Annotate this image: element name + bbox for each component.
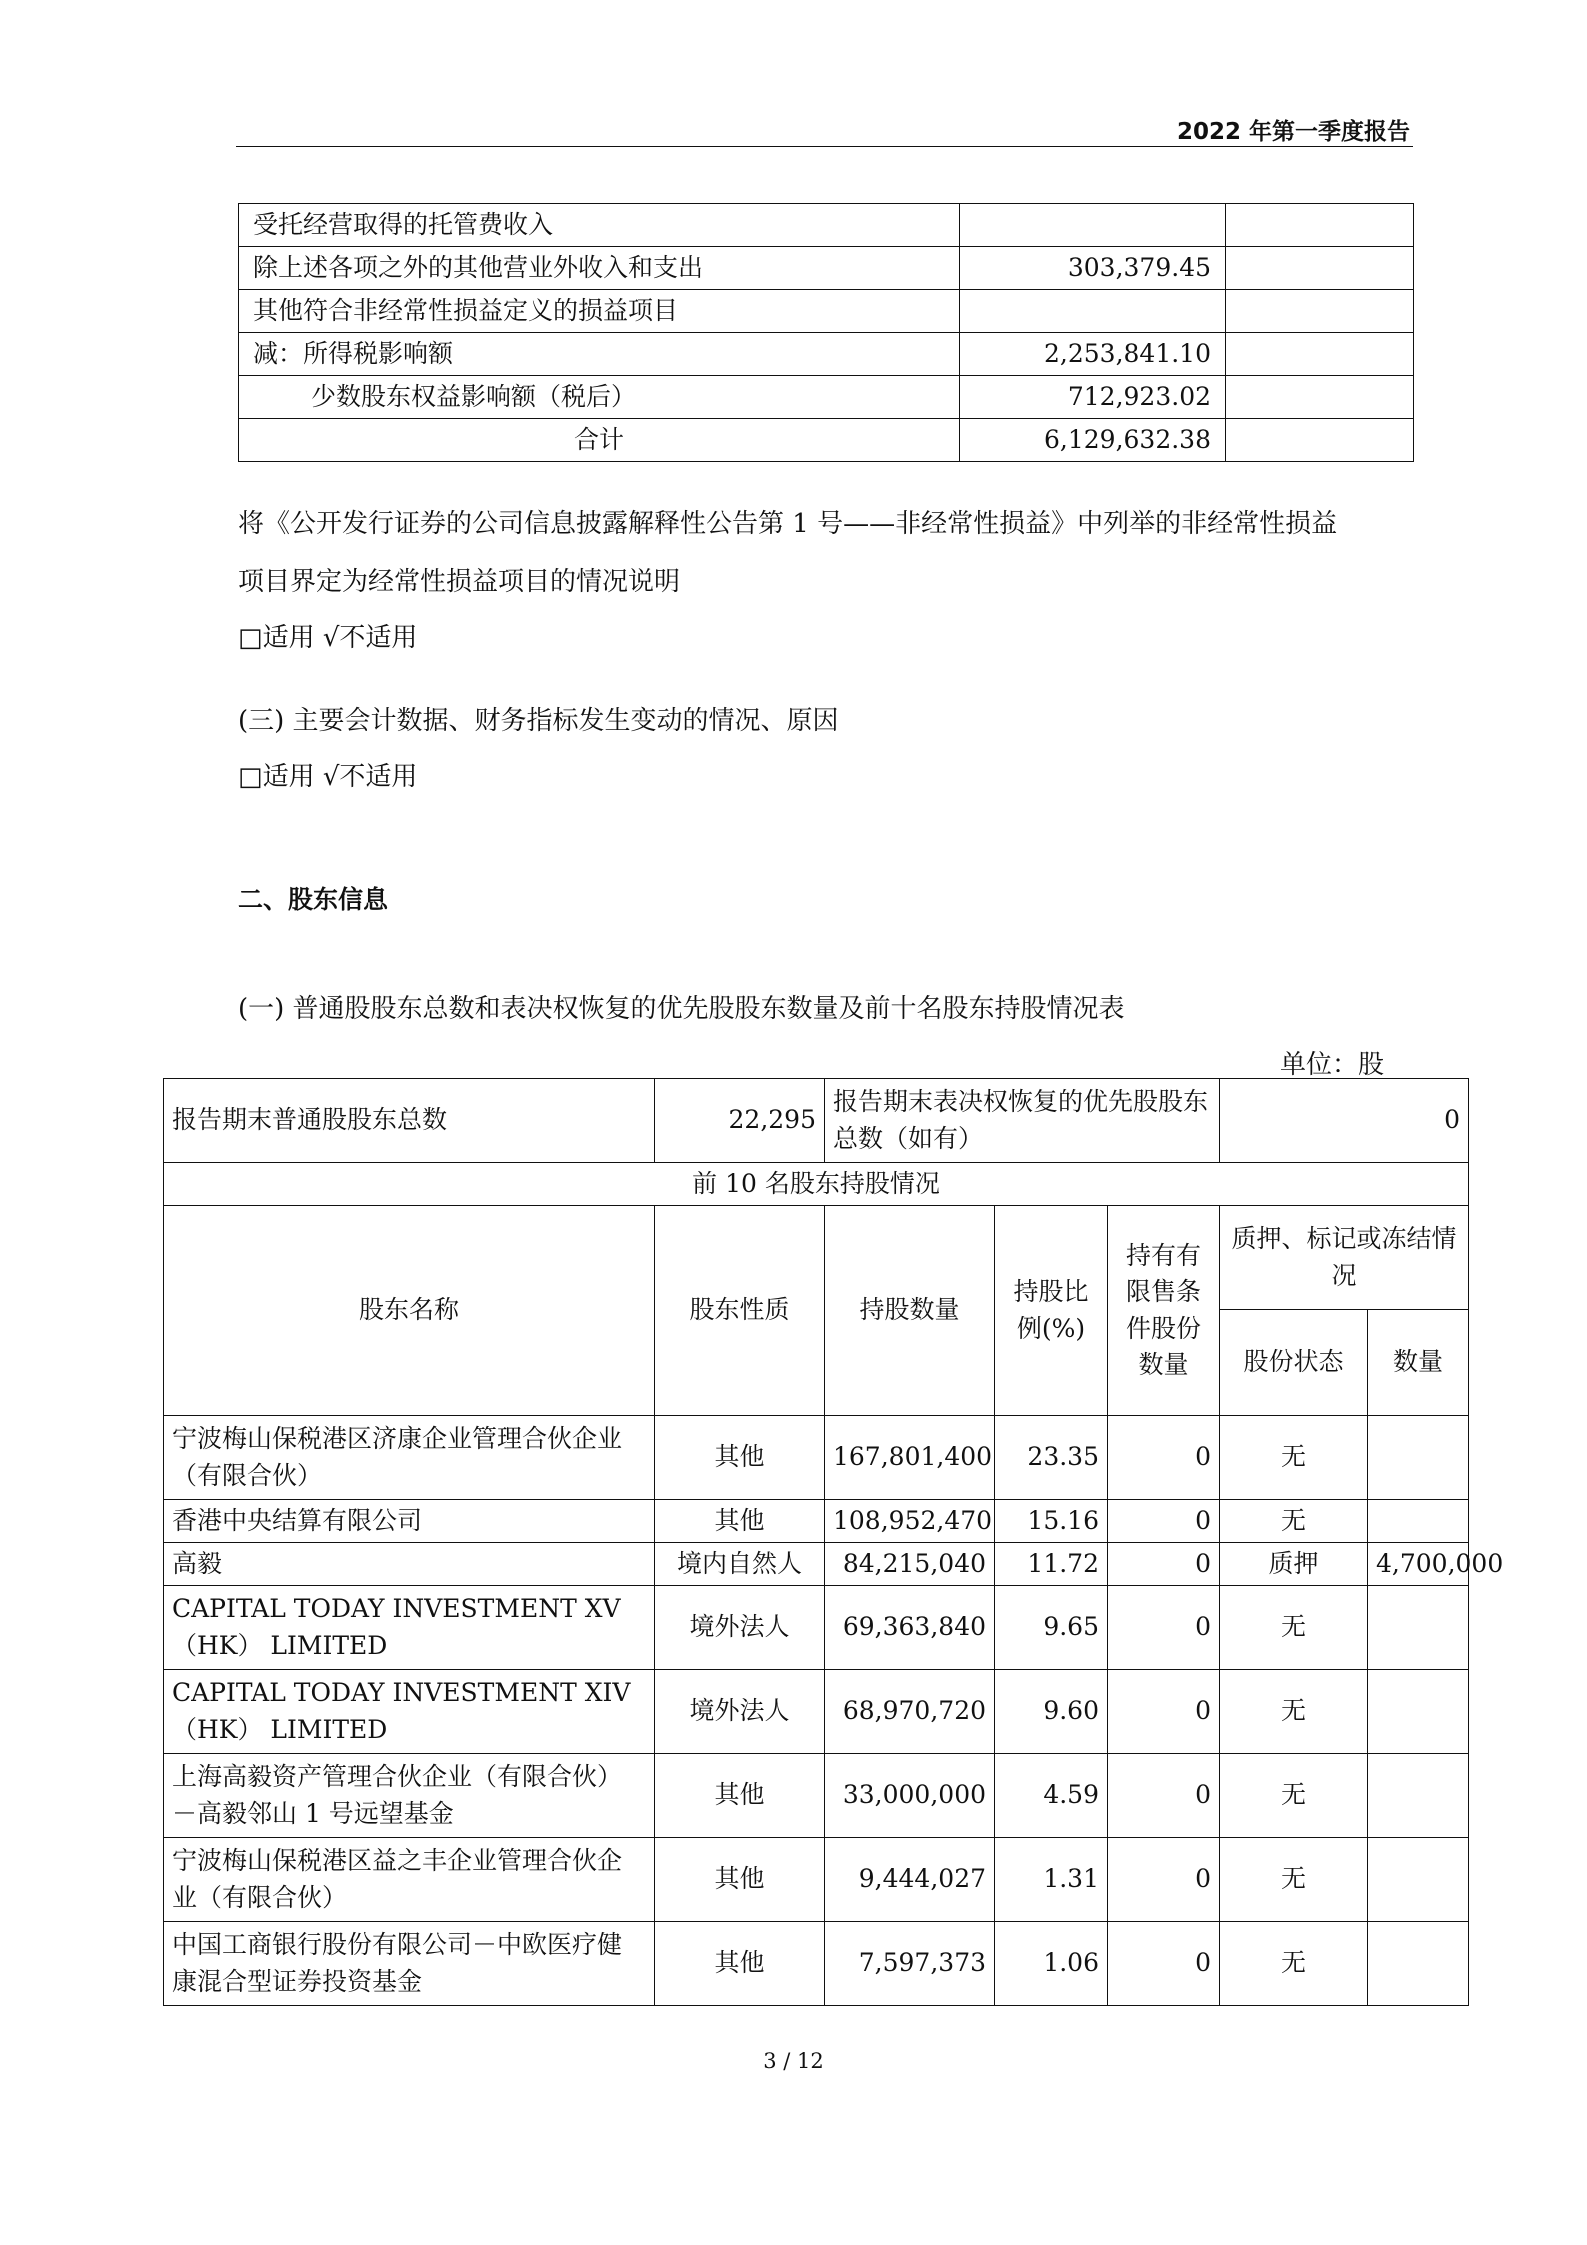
col-header-ratio: 持股比例(%) bbox=[995, 1206, 1108, 1416]
holder-name: 上海高毅资产管理合伙企业（有限合伙）－高毅邻山 1 号远望基金 bbox=[164, 1754, 655, 1838]
holder-ratio: 1.31 bbox=[995, 1838, 1108, 1922]
col-header-pledge-group: 质押、标记或冻结情况 bbox=[1220, 1206, 1469, 1310]
total-label: 合计 bbox=[239, 419, 960, 462]
item-note bbox=[1226, 419, 1414, 462]
table-row bbox=[164, 1670, 1469, 1754]
holder-nature: 其他 bbox=[655, 1754, 825, 1838]
applicable-checkbox-2: □适用 √不适用 bbox=[238, 762, 418, 792]
table-row bbox=[239, 333, 1414, 376]
holder-ratio: 23.35 bbox=[995, 1416, 1108, 1500]
pledge-qty bbox=[1368, 1754, 1469, 1838]
holder-name: 宁波梅山保税港区济康企业管理合伙企业（有限合伙） bbox=[164, 1416, 655, 1500]
holder-name: CAPITAL TODAY INVESTMENT XIV （HK） LIMITED bbox=[164, 1670, 655, 1754]
holder-ratio: 4.59 bbox=[995, 1754, 1108, 1838]
item-note bbox=[1226, 290, 1414, 333]
pledge-qty: 4,700,000 bbox=[1368, 1543, 1469, 1586]
holder-shares: 84,215,040 bbox=[825, 1543, 995, 1586]
subsection-heading: (一) 普通股股东总数和表决权恢复的优先股股东数量及前十名股东持股情况表 bbox=[238, 994, 1125, 1024]
unit-label: 单位：股 bbox=[1280, 1050, 1385, 1080]
holder-nature: 其他 bbox=[655, 1838, 825, 1922]
table-row bbox=[239, 204, 1414, 247]
pledge-status: 无 bbox=[1220, 1416, 1368, 1500]
preferred-holders-value: 0 bbox=[1220, 1079, 1469, 1163]
col-header-restricted: 持有有限售条件股份数量 bbox=[1108, 1206, 1220, 1416]
table-row bbox=[164, 1754, 1469, 1838]
item-label: 受托经营取得的托管费收入 bbox=[239, 204, 960, 247]
top10-title: 前 10 名股东持股情况 bbox=[164, 1163, 1469, 1206]
pledge-qty bbox=[1368, 1416, 1469, 1500]
section-heading-shareholders: 二、股东信息 bbox=[238, 885, 389, 914]
holder-name: 高毅 bbox=[164, 1543, 655, 1586]
holder-name: 中国工商银行股份有限公司－中欧医疗健康混合型证券投资基金 bbox=[164, 1922, 655, 2006]
holder-restricted: 0 bbox=[1108, 1754, 1220, 1838]
table-row bbox=[239, 376, 1414, 419]
table-row bbox=[164, 1500, 1469, 1543]
col-header-name: 股东名称 bbox=[164, 1206, 655, 1416]
holder-restricted: 0 bbox=[1108, 1670, 1220, 1754]
holder-shares: 167,801,400 bbox=[825, 1416, 995, 1500]
col-header-nature: 股东性质 bbox=[655, 1206, 825, 1416]
item-amount bbox=[960, 204, 1226, 247]
holder-name: 宁波梅山保税港区益之丰企业管理合伙企业（有限合伙） bbox=[164, 1838, 655, 1922]
top10-title-row bbox=[164, 1163, 1469, 1206]
pledge-status: 无 bbox=[1220, 1838, 1368, 1922]
item-label: 其他符合非经常性损益定义的损益项目 bbox=[239, 290, 960, 333]
holder-nature: 其他 bbox=[655, 1500, 825, 1543]
applicable-checkbox-1: □适用 √不适用 bbox=[238, 623, 418, 653]
holder-shares: 7,597,373 bbox=[825, 1922, 995, 2006]
table-row bbox=[164, 1922, 1469, 2006]
header-divider bbox=[236, 146, 1413, 147]
item-note bbox=[1226, 247, 1414, 290]
pledge-status: 无 bbox=[1220, 1586, 1368, 1670]
holder-nature: 境内自然人 bbox=[655, 1543, 825, 1586]
holder-shares: 69,363,840 bbox=[825, 1586, 995, 1670]
item-label: 除上述各项之外的其他营业外收入和支出 bbox=[239, 247, 960, 290]
item-note bbox=[1226, 376, 1414, 419]
holder-restricted: 0 bbox=[1108, 1500, 1220, 1543]
header-row bbox=[164, 1206, 1469, 1310]
holder-ratio: 1.06 bbox=[995, 1922, 1108, 2006]
holder-name: CAPITAL TODAY INVESTMENT XV （HK） LIMITED bbox=[164, 1586, 655, 1670]
holder-ratio: 9.60 bbox=[995, 1670, 1108, 1754]
pledge-qty bbox=[1368, 1670, 1469, 1754]
item-note bbox=[1226, 333, 1414, 376]
explanation-line-1: 将《公开发行证券的公司信息披露解释性公告第 1 号——非经常性损益》中列举的非经常性损益 bbox=[238, 509, 1338, 539]
item-note bbox=[1226, 204, 1414, 247]
explanation-line-2: 项目界定为经常性损益项目的情况说明 bbox=[238, 567, 681, 597]
holder-restricted: 0 bbox=[1108, 1838, 1220, 1922]
holder-nature: 其他 bbox=[655, 1922, 825, 2006]
holder-restricted: 0 bbox=[1108, 1416, 1220, 1500]
item-label: 减：所得税影响额 bbox=[239, 333, 960, 376]
holder-ratio: 15.16 bbox=[995, 1500, 1108, 1543]
pledge-status: 无 bbox=[1220, 1754, 1368, 1838]
item-label: 少数股东权益影响额（税后） bbox=[239, 376, 960, 419]
total-holders-value: 22,295 bbox=[655, 1079, 825, 1163]
holder-restricted: 0 bbox=[1108, 1586, 1220, 1670]
non-recurring-items-table bbox=[238, 203, 1414, 462]
shareholders-table bbox=[163, 1078, 1504, 2006]
holder-nature: 境外法人 bbox=[655, 1670, 825, 1754]
table-row bbox=[164, 1416, 1469, 1500]
summary-row bbox=[164, 1079, 1469, 1163]
table-row bbox=[164, 1543, 1469, 1586]
section-3-heading: (三) 主要会计数据、财务指标发生变动的情况、原因 bbox=[238, 706, 839, 736]
table-row bbox=[239, 419, 1414, 462]
holder-shares: 33,000,000 bbox=[825, 1754, 995, 1838]
item-amount: 2,253,841.10 bbox=[960, 333, 1226, 376]
pledge-status: 无 bbox=[1220, 1922, 1368, 2006]
table-row bbox=[164, 1586, 1469, 1670]
page-number: 3 / 12 bbox=[763, 2049, 824, 2073]
report-title: 2022 年第一季度报告 bbox=[1176, 119, 1410, 145]
pledge-status: 无 bbox=[1220, 1500, 1368, 1543]
pledge-qty bbox=[1368, 1838, 1469, 1922]
holder-nature: 其他 bbox=[655, 1416, 825, 1500]
pledge-qty bbox=[1368, 1586, 1469, 1670]
holder-restricted: 0 bbox=[1108, 1922, 1220, 2006]
col-header-pledge-status: 股份状态 bbox=[1220, 1310, 1368, 1416]
holder-name: 香港中央结算有限公司 bbox=[164, 1500, 655, 1543]
total-amount: 6,129,632.38 bbox=[960, 419, 1226, 462]
item-amount: 303,379.45 bbox=[960, 247, 1226, 290]
holder-ratio: 9.65 bbox=[995, 1586, 1108, 1670]
pledge-status: 质押 bbox=[1220, 1543, 1368, 1586]
item-amount bbox=[960, 290, 1226, 333]
table-row bbox=[239, 247, 1414, 290]
pledge-qty bbox=[1368, 1922, 1469, 2006]
pledge-qty bbox=[1368, 1500, 1469, 1543]
item-amount: 712,923.02 bbox=[960, 376, 1226, 419]
holder-shares: 9,444,027 bbox=[825, 1838, 995, 1922]
table-row bbox=[239, 290, 1414, 333]
total-holders-label: 报告期末普通股股东总数 bbox=[164, 1079, 655, 1163]
holder-restricted: 0 bbox=[1108, 1543, 1220, 1586]
col-header-shares: 持股数量 bbox=[825, 1206, 995, 1416]
holder-shares: 108,952,470 bbox=[825, 1500, 995, 1543]
holder-nature: 境外法人 bbox=[655, 1586, 825, 1670]
pledge-status: 无 bbox=[1220, 1670, 1368, 1754]
holder-shares: 68,970,720 bbox=[825, 1670, 995, 1754]
table-row bbox=[164, 1838, 1469, 1922]
preferred-holders-label: 报告期末表决权恢复的优先股股东总数（如有） bbox=[825, 1079, 1220, 1163]
col-header-pledge-qty: 数量 bbox=[1368, 1310, 1469, 1416]
holder-ratio: 11.72 bbox=[995, 1543, 1108, 1586]
